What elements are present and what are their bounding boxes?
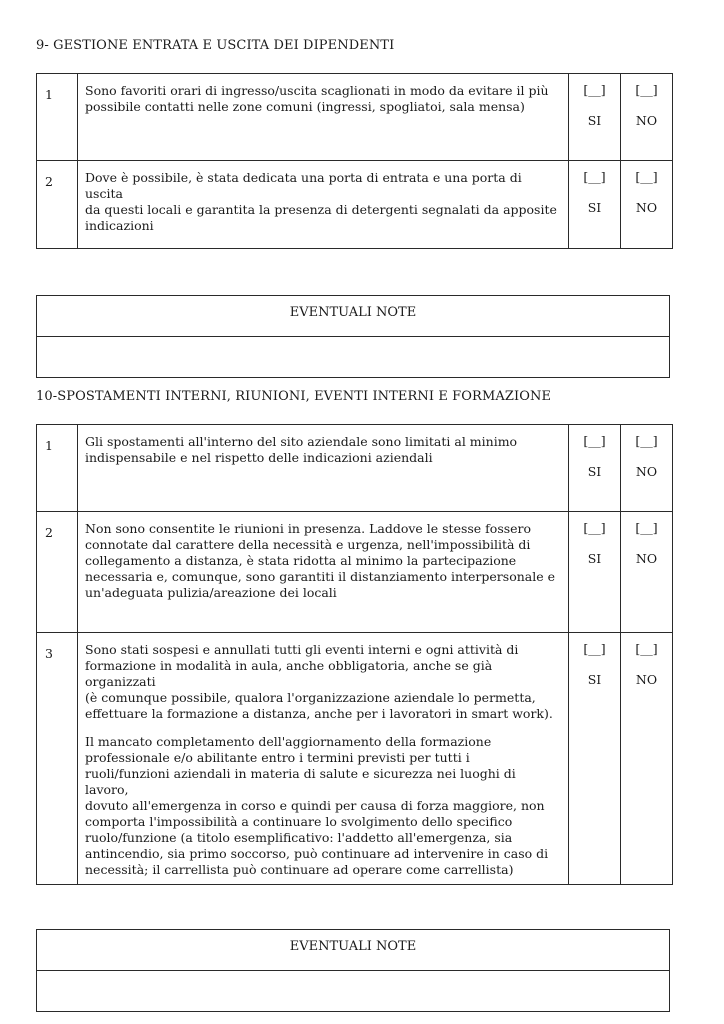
row-text: Dove è possibile, è stata dedicata una porta di entrata e una porta di uscita da questi locali e garantita la presenza di detergenti segnalati da apposite indicazioni [85,170,557,233]
no-option[interactable] [621,161,673,249]
table-row [37,74,673,161]
no-checkbox[interactable]: [__] [635,520,658,535]
yes-label: SI [587,113,602,128]
yes-label: SI [587,464,602,479]
no-label: NO [635,464,658,479]
notes-field[interactable] [37,337,669,377]
row-number: 1 [45,438,53,453]
section-9-notes-box [36,295,670,378]
row-text: Non sono consentite le riunioni in presenza. Laddove le stesse fossero connotate dal carattere della necessità e urgenza, nell'impossibilità di collegamento a distanza, è stata ridotta al minimo la partecipazione necessaria e, comunque, sono garantiti il distanziamento interpersonale e un'adeguata pulizia/areazione dei locali [85,521,555,600]
section-9-title: 9- GESTIONE ENTRATA E USCITA DEI DIPENDENTI [36,38,395,53]
notes-title: EVENTUALI NOTE [37,296,669,337]
table-row [37,425,673,512]
row-text: Gli spostamenti all'interno del sito aziendale sono limitati al minimo indispensabile e nel rispetto delle indicazioni aziendali [85,434,518,465]
table-row [37,512,673,633]
no-option[interactable] [621,633,673,885]
yes-checkbox[interactable]: [__] [583,169,606,184]
yes-label: SI [587,672,602,687]
notes-title: EVENTUALI NOTE [37,930,669,971]
no-option[interactable] [621,74,673,161]
yes-label: SI [587,551,602,566]
no-label: NO [635,551,658,566]
row-text: Sono favoriti orari di ingresso/uscita scaglionati in modo da evitare il più possibile contatti nelle zone comuni (ingressi, spogliatoi, sala mensa) [85,83,549,114]
yes-label: SI [587,200,602,215]
no-checkbox[interactable]: [__] [635,433,658,448]
yes-option[interactable] [569,161,621,249]
no-label: NO [635,113,658,128]
no-option[interactable] [621,425,673,512]
no-label: NO [635,672,658,687]
yes-option[interactable] [569,74,621,161]
yes-checkbox[interactable]: [__] [583,433,606,448]
yes-checkbox[interactable]: [__] [583,520,606,535]
section-10-title: 10-SPOSTAMENTI INTERNI, RIUNIONI, EVENTI INTERNI E FORMAZIONE [36,389,552,404]
no-label: NO [635,200,658,215]
row-number: 2 [45,174,53,189]
yes-option[interactable] [569,512,621,633]
row-number: 1 [45,87,53,102]
no-checkbox[interactable]: [__] [635,169,658,184]
notes-field[interactable] [37,971,669,1011]
yes-option[interactable] [569,633,621,885]
no-checkbox[interactable]: [__] [635,82,658,97]
row-number: 2 [45,525,53,540]
row-number: 3 [45,646,53,661]
yes-option[interactable] [569,425,621,512]
yes-checkbox[interactable]: [__] [583,82,606,97]
table-row [37,161,673,249]
no-checkbox[interactable]: [__] [635,641,658,656]
yes-checkbox[interactable]: [__] [583,641,606,656]
table-row [37,633,673,885]
row-text: Sono stati sospesi e annullati tutti gli eventi interni e ogni attività di formazione in modalità in aula, anche obbligatoria, anche se già organizzati (è comunque possibile, qualora l'organizzazione aziendale lo permetta, effettuare la formazione a distanza, anche per i lavoratori in smart work). [85,642,553,721]
no-option[interactable] [621,512,673,633]
section-10-table [36,424,673,885]
section-9-table [36,73,673,249]
row-text-continued: Il mancato completamento dell'aggiornamento della formazione professionale e/o abilitante entro i termini previsti per tutti i ruoli/funzioni aziendali in materia di salute e sicurezza nei luoghi di lavoro, dovuto all'emergenza in corso e quindi per causa di forza maggiore, non comporta l'impossibilità a continuare lo svolgimento dello specifico ruolo/funzione (a titolo esemplificativo: l'addetto all'emergenza, sia antincendio, sia primo soccorso, può continuare ad intervenire in caso di necessità; il carrellista può continuare ad operare come carrellista) [85,734,549,877]
section-10-notes-box [36,929,670,1012]
